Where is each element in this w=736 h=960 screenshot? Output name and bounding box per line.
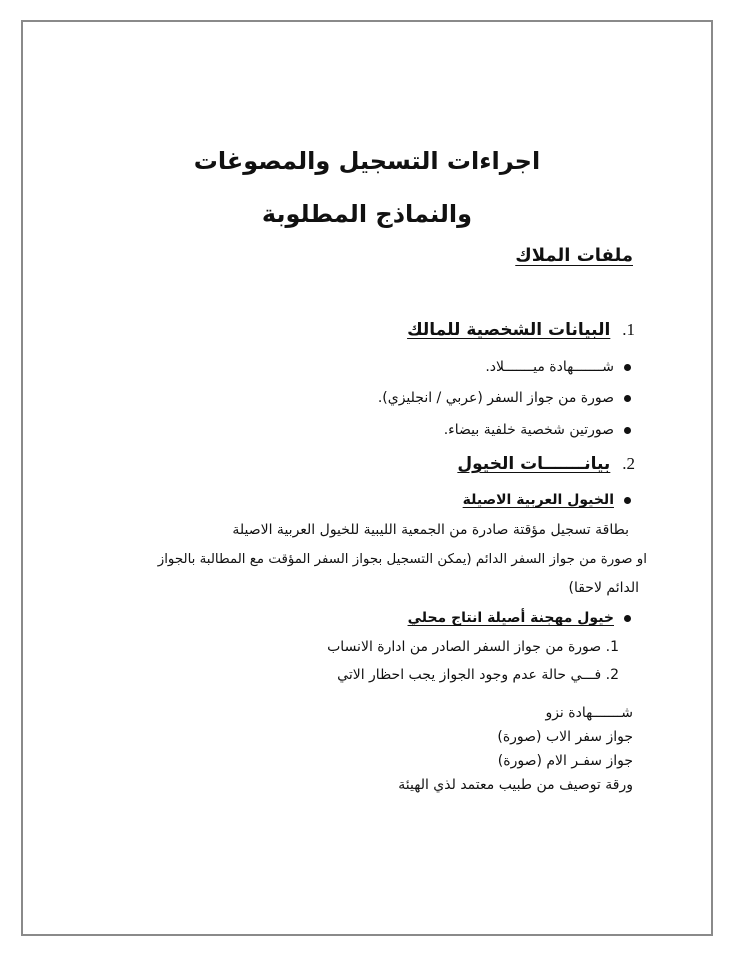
section-2-title: بيانـــــــات الخيول bbox=[457, 454, 611, 474]
requirement-line: شـــــــهادة نزو bbox=[545, 705, 633, 721]
bullet-dot bbox=[624, 497, 631, 504]
owners-files-subtitle: ملفات الملاك bbox=[515, 245, 633, 266]
document-page bbox=[21, 20, 713, 936]
bullet-text: صورتين شخصية خلفية بيضاء. bbox=[443, 422, 614, 438]
section-1-bullet bbox=[378, 390, 631, 406]
requirement-line: جواز سفـر الام (صورة) bbox=[497, 753, 633, 769]
document-title-line-1: اجراءات التسجيل والمصوغات bbox=[193, 147, 541, 175]
local-horses-numbered-item: 2. فـــي حالة عدم وجود الجواز يجب احظار الاتي bbox=[337, 667, 619, 683]
section-2-number: 2. bbox=[622, 454, 635, 473]
requirement-line: ورقة توصيف من طبيب معتمد لذي الهيئة bbox=[398, 777, 633, 793]
local-horses-title: خيول مهجنة أصيلة انتاج محلي bbox=[407, 610, 614, 626]
section-1-title: البيانات الشخصية للمالك bbox=[407, 320, 611, 340]
arabian-horses-heading bbox=[463, 492, 631, 508]
section-1-bullet bbox=[444, 422, 631, 438]
bullet-dot bbox=[624, 427, 631, 434]
local-horses-numbered-item: 1. صورة من جواز السفر الصادر من ادارة الانساب bbox=[327, 639, 619, 655]
arabian-horses-line: او صورة من جواز السفر الدائم (يمكن التسجيل بجواز السفر المؤقت مع المطالبة بالجواز bbox=[157, 552, 647, 567]
section-1-heading bbox=[407, 320, 635, 340]
section-1-bullet bbox=[485, 359, 631, 375]
bullet-text: شـــــــهادة ميـــــــلاد. bbox=[485, 359, 614, 375]
bullet-dot bbox=[624, 364, 631, 371]
arabian-horses-line: الدائم لاحقا) bbox=[568, 580, 639, 596]
section-2-heading bbox=[457, 454, 635, 474]
local-horses-heading bbox=[408, 610, 631, 626]
bullet-dot bbox=[624, 615, 631, 622]
arabian-horses-title: الخيول العربية الاصيلة bbox=[462, 492, 614, 508]
bullet-text: صورة من جواز السفر (عربي / انجليزي). bbox=[377, 390, 614, 406]
document-title-line-2: والنماذج المطلوبة bbox=[261, 200, 473, 228]
bullet-dot bbox=[624, 395, 631, 402]
arabian-horses-line: بطاقة تسجيل مؤقتة صادرة من الجمعية الليبية للخيول العربية الاصيلة bbox=[232, 522, 629, 538]
requirement-line: جواز سفر الاب (صورة) bbox=[497, 729, 633, 745]
document-body bbox=[23, 22, 711, 934]
section-1-number: 1. bbox=[622, 320, 635, 339]
